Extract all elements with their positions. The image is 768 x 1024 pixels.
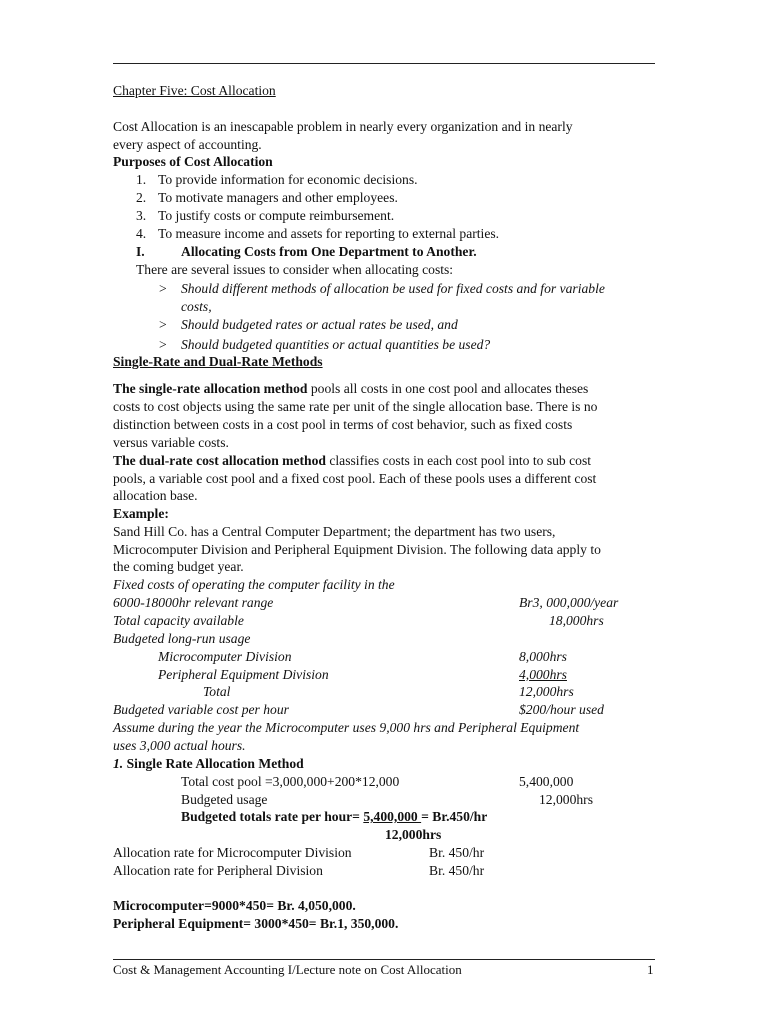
dual-rate-paragraph-line-1: [113, 452, 591, 470]
list-number: 4.: [136, 226, 147, 241]
list-text: To justify costs or compute reimbursement.: [158, 208, 395, 223]
rate-formula: [181, 808, 487, 826]
fixed-cost-label-1: Fixed costs of operating the computer facility in the: [113, 577, 395, 592]
cost-pool-value: 5,400,000: [519, 774, 574, 789]
list-item: [136, 171, 418, 189]
rate-suffix: = Br.450/hr: [421, 809, 488, 824]
section-title: Allocating Costs from One Department to Another.: [181, 244, 477, 259]
method1-number: 1.: [113, 756, 124, 771]
issue-item-1-cont: costs,: [181, 299, 212, 314]
issue-item-2: Should budgeted rates or actual rates be used, and: [181, 317, 458, 332]
list-item: [136, 225, 500, 243]
rate-numerator: 5,400,000: [363, 809, 422, 824]
example-heading: Example:: [113, 506, 169, 521]
list-item: [136, 207, 395, 225]
list-number: 1.: [136, 172, 147, 187]
rate-denominator: 12,000hrs: [385, 827, 442, 842]
bullet-marker: >: [159, 317, 167, 332]
issue-item-1: Should different methods of allocation be used for fixed costs and for variable: [181, 281, 605, 296]
list-text: To measure income and assets for reporting to external parties.: [158, 226, 500, 241]
micro-usage-label: Microcomputer Division: [158, 649, 292, 664]
assumption-line-2: uses 3,000 actual hours.: [113, 738, 246, 753]
list-number: 3.: [136, 208, 147, 223]
method1-title: Single Rate Allocation Method: [126, 756, 304, 771]
micro-usage-value: 8,000hrs: [519, 649, 567, 664]
capacity-label: Total capacity available: [113, 613, 244, 628]
list-text: To provide information for economic decisions.: [158, 172, 418, 187]
methods-heading: Single-Rate and Dual-Rate Methods: [113, 354, 323, 369]
list-text: To motivate managers and other employees.: [158, 190, 398, 205]
result-periph: Peripheral Equipment= 3000*450= Br.1, 350,000.: [113, 916, 399, 931]
result-micro: Microcomputer=9000*450= Br. 4,050,000.: [113, 898, 356, 913]
single-rate-text: pools all costs in one cost pool and allocates theses: [307, 381, 589, 396]
variable-cost-value: $200/hour used: [519, 702, 604, 717]
dual-rate-text: classifies costs in each cost pool into to sub cost: [325, 453, 592, 468]
footer-text: Cost & Management Accounting I/Lecture note on Cost Allocation: [113, 962, 462, 977]
budgeted-usage-value: 12,000hrs: [539, 792, 593, 807]
page-number: 1: [647, 962, 654, 977]
alloc-periph-value: Br. 450/hr: [429, 863, 485, 878]
cost-pool-label: Total cost pool =3,000,000+200*12,000: [181, 774, 400, 789]
bullet-marker: >: [159, 281, 167, 296]
method1-heading: [113, 755, 304, 773]
rate-prefix: Budgeted totals rate per hour=: [181, 809, 364, 824]
list-item: [136, 189, 398, 207]
dual-rate-line-3: allocation base.: [113, 488, 198, 503]
single-rate-line-2: costs to cost objects using the same rate per unit of the single allocation base. There is no: [113, 399, 598, 414]
dual-rate-term: The dual-rate cost allocation method: [113, 453, 326, 468]
usage-label: Budgeted long-run usage: [113, 631, 251, 646]
total-usage-value: 12,000hrs: [519, 684, 574, 699]
footer-rule: [113, 959, 655, 960]
issues-lead: There are several issues to consider when allocating costs:: [136, 262, 454, 277]
issue-item-3: Should budgeted quantities or actual quantities be used?: [181, 337, 491, 352]
periph-usage-label: Peripheral Equipment Division: [158, 667, 329, 682]
list-number: 2.: [136, 190, 147, 205]
dual-rate-line-2: pools, a variable cost pool and a fixed cost pool. Each of these pools uses a different cost: [113, 471, 597, 486]
example-line-1: Sand Hill Co. has a Central Computer Department; the department has two users,: [113, 524, 556, 539]
budgeted-usage-label: Budgeted usage: [181, 792, 268, 807]
fixed-cost-label-2: 6000-18000hr relevant range: [113, 595, 274, 610]
bullet-marker: >: [159, 337, 167, 352]
alloc-micro-value: Br. 450/hr: [429, 845, 485, 860]
capacity-value: 18,000hrs: [549, 613, 604, 628]
alloc-periph-label: Allocation rate for Peripheral Division: [113, 863, 323, 878]
example-line-2: Microcomputer Division and Peripheral Equipment Division. The following data apply to: [113, 542, 601, 557]
fixed-cost-value: Br3, 000,000/year: [519, 595, 619, 610]
section-number: I.: [136, 244, 145, 259]
single-rate-line-4: versus variable costs.: [113, 435, 229, 450]
intro-line-1: Cost Allocation is an inescapable problem in nearly every organization and in nearly: [113, 119, 573, 134]
single-rate-paragraph-line-1: [113, 380, 588, 398]
assumption-line-1: Assume during the year the Microcomputer uses 9,000 hrs and Peripheral Equipment: [113, 720, 580, 735]
header-rule: [113, 63, 655, 64]
purposes-heading: Purposes of Cost Allocation: [113, 154, 273, 169]
example-line-3: the coming budget year.: [113, 559, 244, 574]
periph-usage-value: 4,000hrs: [519, 667, 567, 682]
single-rate-term: The single-rate allocation method: [113, 381, 308, 396]
intro-line-2: every aspect of accounting.: [113, 137, 262, 152]
total-usage-label: Total: [203, 684, 231, 699]
alloc-micro-label: Allocation rate for Microcomputer Division: [113, 845, 352, 860]
chapter-title: Chapter Five: Cost Allocation: [113, 83, 276, 98]
single-rate-line-3: distinction between costs in a cost pool in terms of cost behavior, such as fixed costs: [113, 417, 573, 432]
variable-cost-label: Budgeted variable cost per hour: [113, 702, 289, 717]
